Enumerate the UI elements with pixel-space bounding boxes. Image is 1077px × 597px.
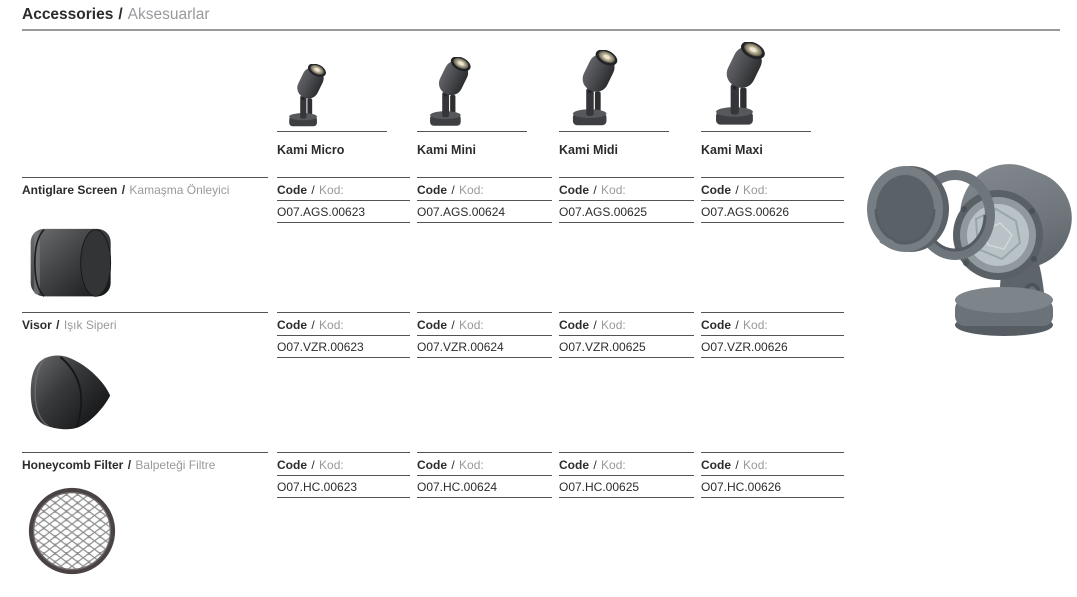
code-header: Code / Kod: — [277, 458, 344, 472]
row-divider — [559, 452, 694, 453]
kami-mini-spotlight-photo — [421, 57, 474, 131]
row-divider — [701, 222, 844, 223]
antiglare-screen-image — [24, 224, 124, 302]
product-name: Kami Maxi — [701, 143, 763, 157]
code-value: O07.HC.00623 — [277, 480, 358, 494]
product-divider — [701, 131, 811, 132]
row-divider — [277, 177, 410, 178]
row-divider — [559, 475, 694, 476]
row-divider — [417, 200, 552, 201]
page-title-en: Accessories — [22, 6, 114, 23]
row-divider — [701, 497, 844, 498]
code-value: O07.AGS.00625 — [559, 205, 648, 219]
code-header: Code / Kod: — [559, 318, 626, 332]
row-divider — [701, 312, 844, 313]
product-column-kami-maxi — [701, 40, 844, 165]
row-divider — [559, 497, 694, 498]
code-value: O07.VZR.00623 — [277, 340, 364, 354]
code-header: Code / Kod: — [701, 318, 768, 332]
product-divider — [559, 131, 669, 132]
section-label: Antiglare Screen / Kamaşma Önleyici — [22, 183, 230, 197]
row-divider — [701, 475, 844, 476]
code-value: O07.HC.00626 — [701, 480, 782, 494]
row-divider — [417, 177, 552, 178]
row-divider — [701, 200, 844, 201]
section-label: Visor / Işık Siperi — [22, 318, 117, 332]
kami-midi-spotlight-photo — [563, 50, 621, 131]
row-divider — [559, 357, 694, 358]
row-divider — [559, 335, 694, 336]
row-divider — [701, 335, 844, 336]
row-divider — [277, 452, 410, 453]
section-label: Honeycomb Filter / Balpeteği Filtre — [22, 458, 216, 472]
row-divider — [559, 200, 694, 201]
honeycomb-filter-image — [27, 485, 117, 577]
code-value: O07.HC.00624 — [417, 480, 498, 494]
product-column-kami-midi — [559, 40, 694, 165]
code-header: Code / Kod: — [277, 183, 344, 197]
code-header: Code / Kod: — [277, 318, 344, 332]
code-header: Code / Kod: — [417, 318, 484, 332]
exploded-spotlight-render — [860, 139, 1074, 339]
title-divider — [22, 29, 1060, 31]
row-divider — [417, 452, 552, 453]
row-divider — [417, 497, 552, 498]
row-divider — [277, 312, 410, 313]
row-divider — [559, 312, 694, 313]
kami-micro-spotlight-photo — [281, 64, 329, 131]
code-header: Code / Kod: — [701, 183, 768, 197]
code-value: O07.VZR.00625 — [559, 340, 646, 354]
row-divider — [22, 177, 268, 178]
kami-maxi-spotlight-photo — [705, 42, 769, 131]
row-divider — [22, 452, 268, 453]
row-divider — [417, 357, 552, 358]
code-value: O07.VZR.00626 — [701, 340, 788, 354]
page-title-separator: / — [118, 6, 123, 23]
row-divider — [277, 357, 410, 358]
code-header: Code / Kod: — [701, 458, 768, 472]
code-value: O07.VZR.00624 — [417, 340, 504, 354]
product-divider — [277, 131, 387, 132]
row-divider — [22, 312, 268, 313]
row-divider — [417, 312, 552, 313]
product-column-kami-mini — [417, 40, 552, 165]
row-divider — [417, 475, 552, 476]
row-divider — [417, 335, 552, 336]
product-column-kami-micro — [277, 40, 410, 165]
code-header: Code / Kod: — [559, 183, 626, 197]
visor-image — [22, 348, 118, 436]
row-divider — [701, 177, 844, 178]
product-divider — [417, 131, 527, 132]
code-value: O07.HC.00625 — [559, 480, 640, 494]
row-divider — [559, 177, 694, 178]
code-value: O07.AGS.00626 — [701, 205, 790, 219]
row-divider — [701, 452, 844, 453]
code-header: Code / Kod: — [417, 183, 484, 197]
row-divider — [277, 335, 410, 336]
row-divider — [417, 222, 552, 223]
product-name: Kami Mini — [417, 143, 477, 157]
product-name: Kami Midi — [559, 143, 619, 157]
code-value: O07.AGS.00623 — [277, 205, 366, 219]
product-name: Kami Micro — [277, 143, 345, 157]
code-value: O07.AGS.00624 — [417, 205, 506, 219]
page-title — [22, 6, 210, 24]
code-header: Code / Kod: — [559, 458, 626, 472]
page-title-tr: Aksesuarlar — [127, 6, 210, 23]
row-divider — [277, 497, 410, 498]
row-divider — [559, 222, 694, 223]
row-divider — [277, 200, 410, 201]
code-header: Code / Kod: — [417, 458, 484, 472]
row-divider — [277, 475, 410, 476]
row-divider — [701, 357, 844, 358]
row-divider — [277, 222, 410, 223]
